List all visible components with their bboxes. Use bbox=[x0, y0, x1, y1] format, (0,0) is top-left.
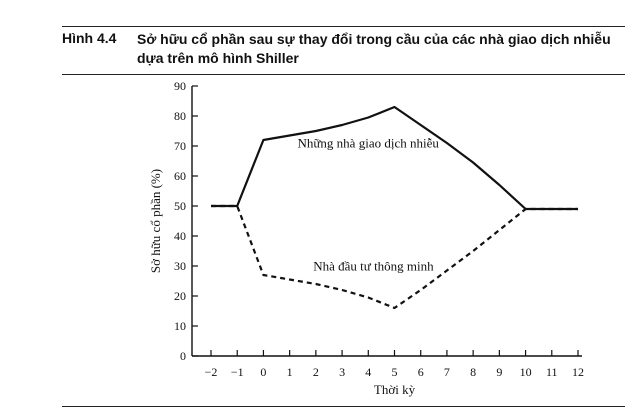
series-label-noise-traders: Những nhà giao dịch nhiễu bbox=[297, 135, 439, 151]
x-tick-label: 2 bbox=[312, 365, 319, 379]
x-tick-label: 11 bbox=[546, 365, 558, 379]
x-tick-label: 5 bbox=[391, 365, 398, 379]
x-tick-label: 8 bbox=[470, 365, 477, 379]
x-tick-label: 4 bbox=[365, 365, 372, 379]
y-tick-label: 0 bbox=[180, 349, 186, 363]
y-tick-label: 60 bbox=[174, 169, 186, 183]
y-tick-label: 70 bbox=[174, 139, 186, 153]
footer-rule bbox=[62, 406, 625, 407]
x-tick-label: 1 bbox=[286, 365, 293, 379]
x-tick-label: 6 bbox=[417, 365, 424, 379]
x-tick-label: 7 bbox=[443, 365, 450, 379]
series-label-smart-investors: Nhà đầu tư thông minh bbox=[313, 258, 434, 274]
y-tick-label: 80 bbox=[174, 109, 186, 123]
y-axis-title: Sở hữu cổ phần (%) bbox=[148, 168, 163, 274]
x-tick-label: −1 bbox=[230, 365, 244, 379]
y-tick-label: 30 bbox=[174, 259, 186, 273]
x-tick-label: 10 bbox=[519, 365, 532, 379]
x-tick-label: −2 bbox=[204, 365, 218, 379]
series-line-noise-traders bbox=[211, 107, 578, 209]
x-axis-title: Thời kỳ bbox=[373, 382, 416, 397]
x-tick-label: 0 bbox=[260, 365, 267, 379]
figure-label: Hình 4.4 bbox=[62, 30, 117, 46]
y-tick-label: 10 bbox=[174, 319, 186, 333]
y-tick-label: 90 bbox=[174, 79, 186, 93]
y-tick-label: 40 bbox=[174, 229, 186, 243]
tick-labels bbox=[174, 79, 584, 379]
y-tick-label: 50 bbox=[174, 199, 186, 213]
y-tick-label: 20 bbox=[174, 289, 186, 303]
x-tick-label: 12 bbox=[572, 365, 584, 379]
x-tick-label: 3 bbox=[339, 365, 346, 379]
axes bbox=[192, 86, 582, 356]
x-tick-label: 9 bbox=[496, 365, 503, 379]
figure-title: Sở hữu cổ phần sau sự thay đổi trong cầu của các nhà giao dịch nhiễu dựa trên mô hình Shiller bbox=[137, 31, 611, 66]
series-line-smart-investors bbox=[211, 206, 578, 308]
